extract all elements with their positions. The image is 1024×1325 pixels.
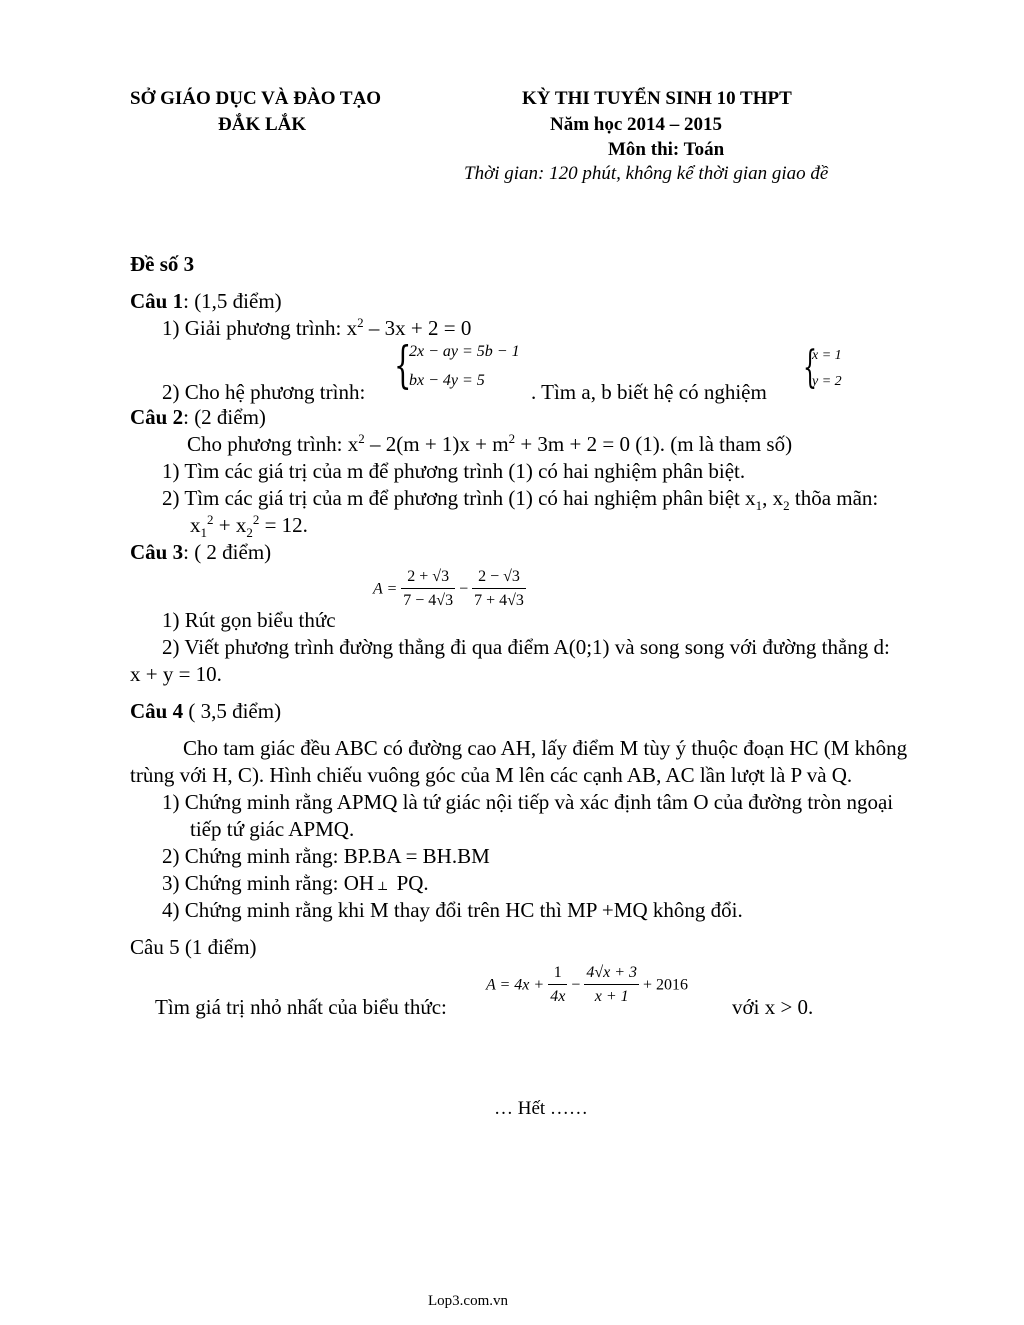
q3-expression bbox=[373, 566, 526, 613]
q2-intro-part: + 3m + 2 = 0 (1). (m là tham số) bbox=[515, 432, 793, 456]
time-note: Thời gian: 120 phút, không kể thời gian giao đề bbox=[464, 163, 829, 184]
minus-sign: − bbox=[571, 976, 581, 994]
question-2-heading bbox=[130, 405, 266, 430]
q2-cond-part: x bbox=[190, 513, 201, 537]
left-brace: { bbox=[803, 342, 817, 393]
q4-item-2: 2) Chứng minh rằng: BP.BA = BH.BM bbox=[162, 844, 490, 868]
expression-tail: + 2016 bbox=[643, 976, 689, 994]
q2-cond-part: + x bbox=[213, 513, 247, 537]
q4-item-3 bbox=[162, 871, 429, 896]
subscript: 1 bbox=[755, 498, 763, 514]
q3-item-2-cont: x + y = 10. bbox=[130, 662, 222, 686]
q4-item3-part: 3) Chứng minh rằng: OH bbox=[162, 871, 375, 895]
denominator: x + 1 bbox=[594, 988, 629, 1005]
exponent: 2 bbox=[508, 431, 516, 446]
q2-item2-part: , x bbox=[762, 486, 784, 510]
subject: Môn thi: Toán bbox=[608, 139, 725, 160]
question-points: ( 3,5 điểm) bbox=[183, 699, 282, 723]
q5-expression bbox=[486, 962, 688, 1009]
q5-condition: với x > 0. bbox=[732, 995, 814, 1019]
q4-item-4: 4) Chứng minh rằng khi M thay đổi trên HC thì MP +MQ không đổi. bbox=[162, 898, 743, 922]
numerator: 1 bbox=[548, 962, 567, 985]
numerator: 2 − √3 bbox=[472, 566, 526, 589]
q3-item-1: 1) Rút gọn biểu thức bbox=[162, 608, 336, 632]
numerator: 2 + √3 bbox=[401, 566, 455, 589]
q1-item-2-prefix: 2) Cho hệ phương trình: bbox=[162, 380, 366, 404]
q2-intro-part: – 2(m + 1)x + m bbox=[364, 432, 509, 456]
q2-intro bbox=[187, 432, 792, 457]
end-marker: … Hết …… bbox=[494, 1098, 588, 1119]
denominator: 4x bbox=[550, 988, 566, 1005]
q2-item-1: 1) Tìm các giá trị của m để phương trình (1) có hai nghiệm phân biệt. bbox=[162, 459, 746, 483]
system-equation-1: 2x − ay = 5b − 1 bbox=[409, 343, 520, 360]
subscript: 1 bbox=[200, 525, 207, 541]
minus-sign: − bbox=[459, 580, 469, 598]
denominator: 7 − 4√3 bbox=[403, 592, 454, 609]
q4-intro-1: Cho tam giác đều ABC có đường cao AH, lấy điểm M tùy ý thuộc đoạn HC (M không bbox=[183, 736, 908, 760]
q4-intro-2: trùng với H, C). Hình chiếu vuông góc của M lên các cạnh AB, AC lần lượt là P và Q. bbox=[130, 763, 853, 787]
question-4-heading bbox=[130, 699, 281, 724]
q2-intro-part: Cho phương trình: x bbox=[187, 432, 359, 456]
q1-item1-text: 1) Giải phương trình: x bbox=[162, 316, 358, 340]
fraction bbox=[401, 566, 455, 613]
fraction bbox=[472, 566, 526, 613]
q4-item-1: 1) Chứng minh rằng APMQ là tứ giác nội tiếp và xác định tâm O của đường tròn ngoại bbox=[162, 790, 894, 814]
footer-source: Lop3.com.vn bbox=[428, 1293, 508, 1309]
q4-item3-part: PQ. bbox=[391, 871, 429, 895]
question-5-heading: Câu 5 (1 điểm) bbox=[130, 935, 257, 959]
denominator: 7 + 4√3 bbox=[474, 592, 524, 609]
department-name: SỞ GIÁO DỤC VÀ ĐÀO TẠO bbox=[130, 88, 382, 109]
exponent: 2 bbox=[357, 315, 364, 330]
school-year: Năm học 2014 – 2015 bbox=[550, 114, 723, 135]
question-points: : (2 điểm) bbox=[183, 405, 266, 429]
q2-item-2 bbox=[162, 486, 879, 514]
q2-condition bbox=[190, 512, 308, 541]
solution-y: y = 2 bbox=[812, 374, 842, 389]
left-brace: { bbox=[394, 336, 412, 394]
question-label: Câu 4 bbox=[130, 699, 184, 723]
question-label: Câu 2 bbox=[130, 405, 184, 429]
exponent: 2 bbox=[207, 512, 214, 527]
expression-lhs: A = 4x + bbox=[486, 976, 545, 994]
fraction bbox=[548, 962, 567, 1009]
exam-code: Đề số 3 bbox=[130, 252, 195, 276]
system-equation-2: bx − 4y = 5 bbox=[409, 372, 485, 389]
q2-cond-part: = 12. bbox=[259, 513, 308, 537]
question-label: Câu 1 bbox=[130, 289, 184, 313]
question-points: : (1,5 điểm) bbox=[183, 289, 282, 313]
q2-item2-part: 2) Tìm các giá trị của m để phương trình (1) có hai nghiệm phân biệt x bbox=[162, 486, 756, 510]
q1-item-1 bbox=[162, 316, 471, 341]
fraction bbox=[584, 962, 639, 1009]
q4-item-1-cont: tiếp tứ giác APMQ. bbox=[190, 817, 355, 841]
exponent: 2 bbox=[358, 431, 365, 446]
subscript: 2 bbox=[246, 525, 253, 541]
q1-item1-text-end: – 3x + 2 = 0 bbox=[363, 316, 472, 340]
exponent: 2 bbox=[252, 512, 260, 527]
q1-item-2-middle: . Tìm a, b biết hệ có nghiệm bbox=[531, 380, 767, 404]
question-3-heading bbox=[130, 540, 271, 565]
q5-text: Tìm giá trị nhỏ nhất của biểu thức: bbox=[155, 995, 447, 1019]
numerator: 4√x + 3 bbox=[584, 962, 639, 985]
question-label: Câu 3 bbox=[130, 540, 184, 564]
perpendicular-symbol: ⊥ bbox=[377, 879, 389, 893]
province-name: ĐẮK LẮK bbox=[218, 114, 307, 135]
subscript: 2 bbox=[783, 498, 790, 514]
expression-lhs: A = bbox=[373, 580, 398, 598]
solution-x: x = 1 bbox=[812, 348, 842, 363]
exam-title: KỲ THI TUYỂN SINH 10 THPT bbox=[522, 88, 792, 109]
q3-item-2: 2) Viết phương trình đường thẳng đi qua điểm A(0;1) và song song với đường thẳng d: bbox=[162, 635, 890, 659]
question-points: : ( 2 điểm) bbox=[183, 540, 272, 564]
question-1-heading bbox=[130, 289, 282, 314]
q2-item2-part: thõa mãn: bbox=[789, 486, 879, 510]
